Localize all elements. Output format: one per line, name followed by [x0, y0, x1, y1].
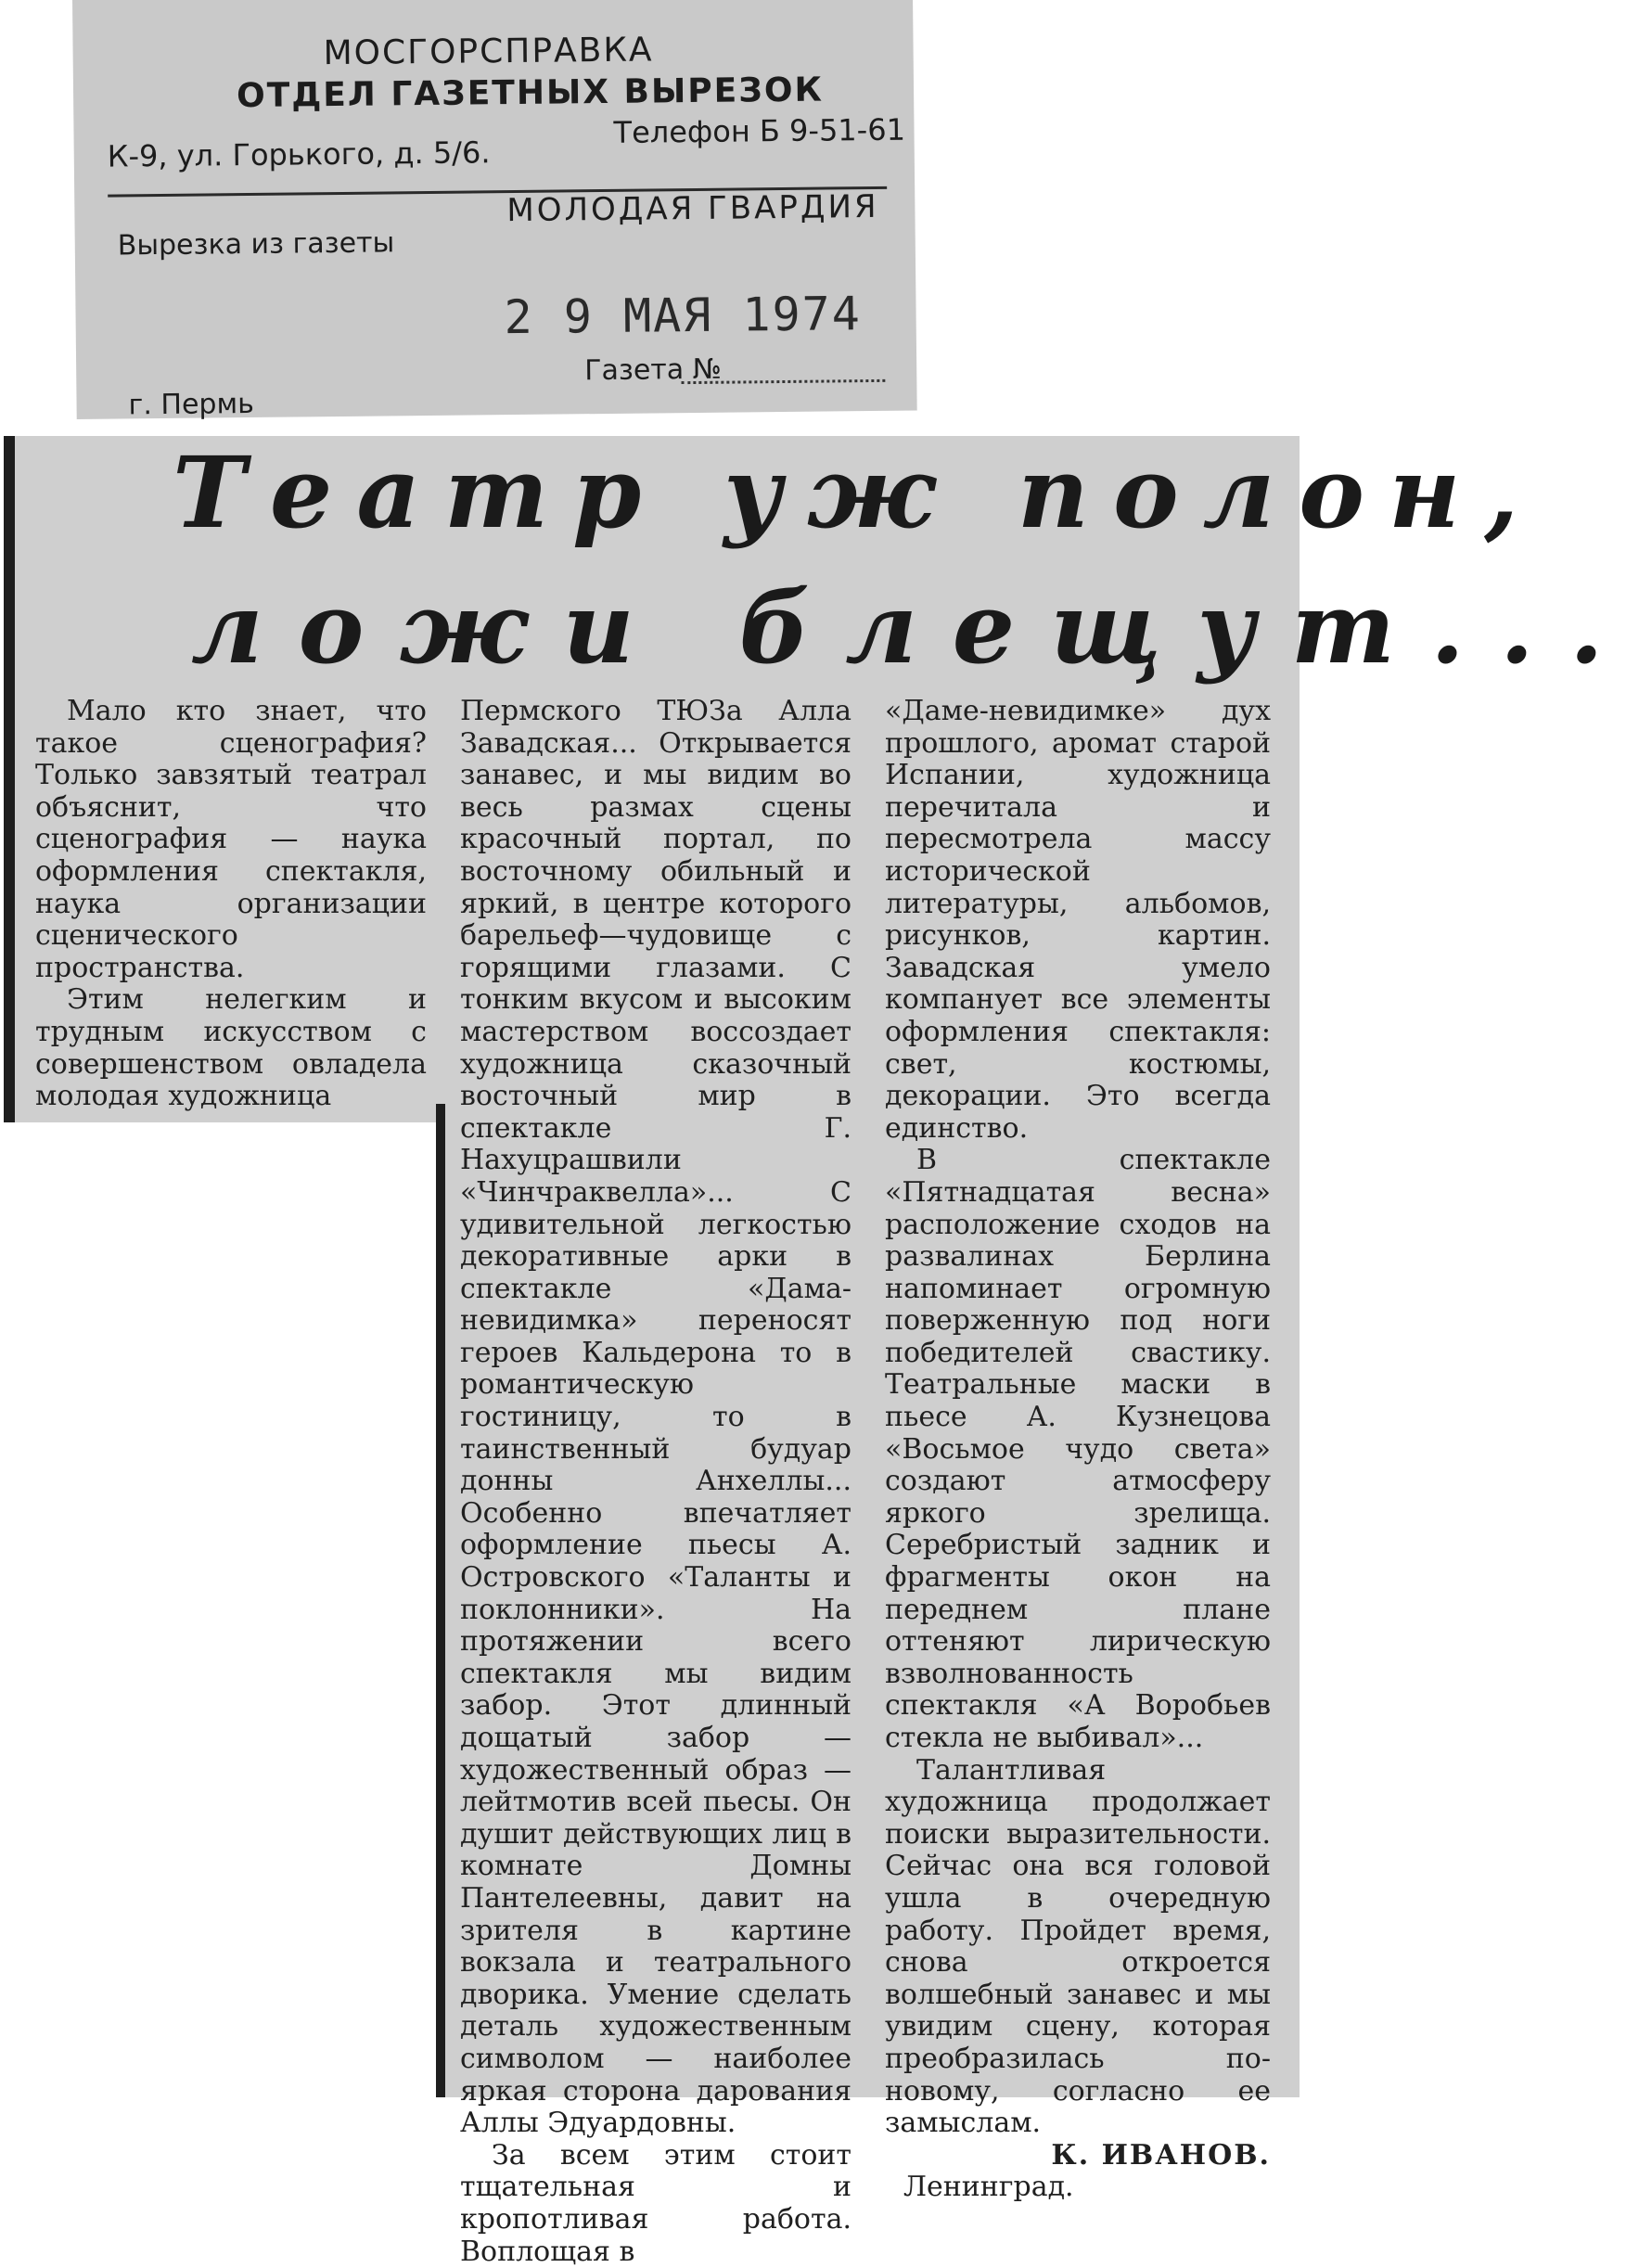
- clipping-service-slip: [72, 0, 917, 422]
- author-name: К. ИВАНОВ.: [1051, 2138, 1271, 2172]
- article-column-1: [35, 696, 427, 1113]
- address: К-9, ул. Горького, д. 5/6.: [107, 135, 491, 174]
- clip-label: Вырезка из газеты: [117, 226, 395, 263]
- article-column-2: [460, 696, 852, 2268]
- department-name: ОТДЕЛ ГАЗЕТНЫХ ВЫРЕЗОК: [236, 70, 825, 116]
- paragraph: Талантливая художница продолжает поиски выразительности. Сейчас она вся головой ушла в очередную работу. Пройдет время, снова откроется волшебный занавес и мы увидим сцену, которая преобразилась по-новому, согласно ее замыслам.: [885, 1753, 1271, 2140]
- paragraph: «Даме-невидимке» дух прошлого, аромат старой Испании, художница перечитала и пересмотрела массу исторической литературы, альбомов, рисунков, картин. Завадская умело компанует все элементы оформления спектакля: свет, костюмы, декорации. Это всегда единство.: [885, 695, 1271, 1145]
- phone-number: Телефон Б 9-51-61: [613, 111, 906, 150]
- date-stamp: 2 9 МАЯ 1974: [504, 287, 863, 345]
- paragraph: Этим нелегким и трудным искусством с совершенством овладела молодая художница: [35, 983, 427, 1113]
- paragraph: За всем этим стоит тщательная и кропотливая работа. Воплощая в: [460, 2138, 852, 2268]
- article-column-3: [885, 696, 1271, 2204]
- paragraph: Мало кто знает, что такое сценография? Только завзятый театрал объяснит, что сценография — наука оформления спектакля, наука организации сценического пространства.: [35, 695, 427, 984]
- issue-number-label: Газета №: [584, 352, 723, 388]
- org-name: МОСГОРСПРАВКА: [323, 31, 654, 73]
- author-city: Ленинград.: [903, 2171, 1074, 2204]
- paragraph: Пермского ТЮЗа Алла Завадская... Открывается занавес, и мы видим во весь размах сцены красочный портал, по восточному обильный и яркий, в центре которого барельеф—чудовище с горящими глазами. С тонким вкусом и высоким мастерством воссоздает художница сказочный восточный мир в спектакле Г. Нахуцрашвили «Чинчраквелла»... С удивительной легкостью декоративные арки в спектакле «Дама-невидимка» переносят героев Кальдерона то в романтическую гостиницу, то в таинственный будуар донны Анхеллы... Особенно впечатляет оформление пьесы А. Островского «Таланты и поклонники». На протяжении всего спектакля мы видим забор. Этот длинный дощатый забор — художественный образ — лейтмотив всей пьесы. Он душит действующих лиц в комнате Домны Пантелеевны, давит на зрителя в картине вокзала и театрального дворика. Умение сделать деталь художественным символом — наиболее яркая сторона дарования Аллы Эдуардовны.: [460, 695, 852, 2140]
- headline-line-1: Театр уж полон,: [173, 434, 1543, 550]
- city-label: г. Пермь: [128, 387, 254, 422]
- newspaper-name: МОЛОДАЯ ГВАРДИЯ: [506, 187, 879, 230]
- headline-line-2: ложи блещут...: [191, 570, 1639, 686]
- paragraph: В спектакле «Пятнадцатая весна» расположение сходов на развалинах Берлина напоминает огромную поверженную под ноги победителей свастику. Театральные маски в пьесе А. Кузнецова «Восьмое чудо света» создают атмосферу яркого зрелища. Серебристый задник и фрагменты окон на переднем плане оттеняют лирическую взволнованность спектакля «А Воробьев стекла не выбивал»...: [885, 1144, 1271, 1754]
